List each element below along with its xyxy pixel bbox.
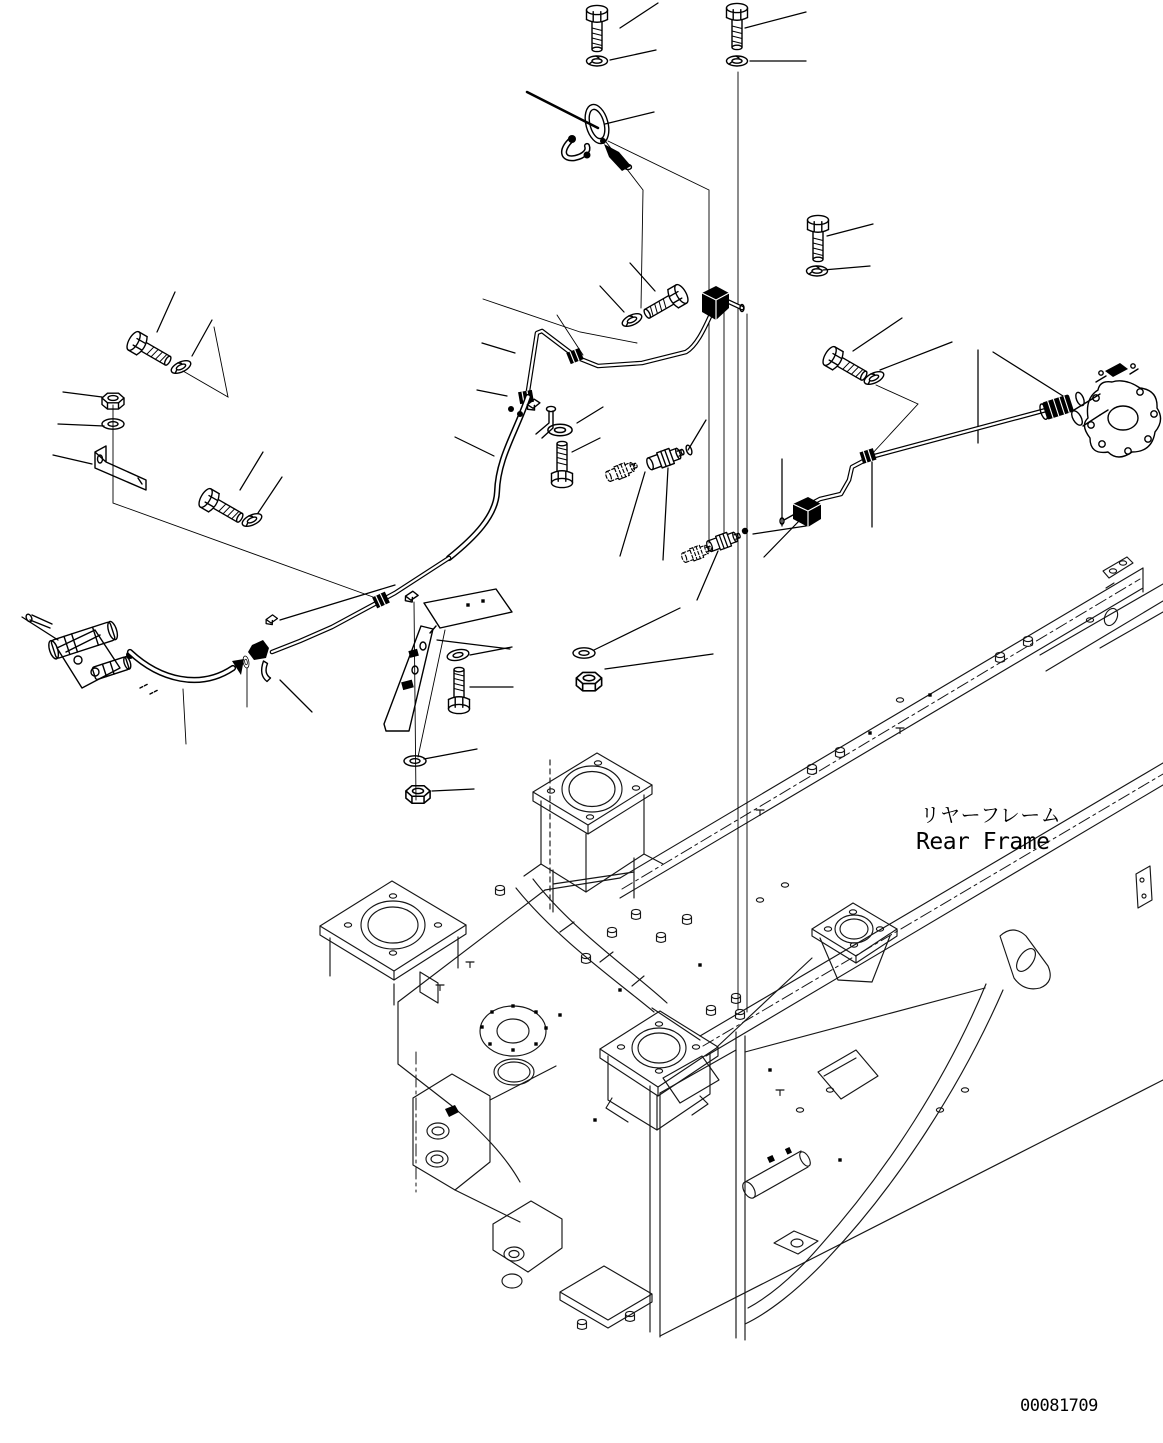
- spring-washer: [240, 511, 263, 529]
- brake-tube-left: [272, 558, 449, 652]
- tube-block-fitting: [780, 497, 821, 527]
- frame-label-japanese: リヤーフレーム: [920, 803, 1062, 827]
- hex-bolt: [820, 345, 871, 386]
- elbow-fitting: [526, 398, 556, 438]
- flat-washer: [573, 648, 595, 658]
- flat-washer: [404, 756, 426, 766]
- spring-washer: [807, 266, 828, 276]
- frame-deck: [398, 878, 812, 1192]
- mount-tower-rear: [524, 753, 663, 912]
- spring-washer: [727, 56, 748, 66]
- mount-tower-left: [320, 881, 466, 1005]
- flange-nut: [576, 672, 601, 690]
- tube-clip: [404, 590, 419, 603]
- exploded-parts: [25, 3, 1161, 803]
- brake-hose: [449, 397, 528, 558]
- hex-bolt: [196, 487, 247, 528]
- tube-nut: [248, 640, 269, 660]
- mount-tower-right: [812, 903, 897, 982]
- spring-washer: [620, 311, 643, 329]
- spring-washer: [169, 358, 192, 376]
- frame-rail-upper: [620, 557, 1163, 898]
- drawing-number: 00081709: [1020, 1396, 1098, 1416]
- hex-bolt: [808, 215, 829, 261]
- brake-hose-left: [130, 652, 233, 680]
- frame-label-english: Rear Frame: [916, 829, 1050, 855]
- rear-frame-drawing: [320, 557, 1163, 1340]
- coupling-nut: [1038, 394, 1074, 421]
- leader-lines: [22, 3, 1063, 1012]
- hex-bolt: [124, 330, 175, 371]
- mount-bracket: [95, 446, 146, 490]
- flange-nut: [406, 786, 430, 803]
- connector-fitting: [645, 444, 693, 472]
- hex-bolt: [552, 441, 573, 487]
- steering-tube: [803, 410, 1046, 508]
- hex-bolt: [587, 5, 608, 51]
- brake-valve-assembly: [25, 613, 158, 694]
- tube-clip: [265, 614, 279, 626]
- flat-washer: [446, 648, 470, 663]
- hydraulic-pump: [1070, 363, 1161, 457]
- hose-clamp-assembly: [564, 102, 631, 171]
- hex-bolt: [640, 283, 691, 324]
- hex-bolt: [727, 3, 748, 49]
- connector-fitting-phantom: [604, 459, 639, 484]
- hex-bolt: [449, 667, 470, 713]
- u-clip: [262, 661, 271, 682]
- spring-washer: [587, 56, 608, 66]
- connector-fitting-phantom: [680, 542, 713, 565]
- frame-small-details: [436, 618, 1094, 1162]
